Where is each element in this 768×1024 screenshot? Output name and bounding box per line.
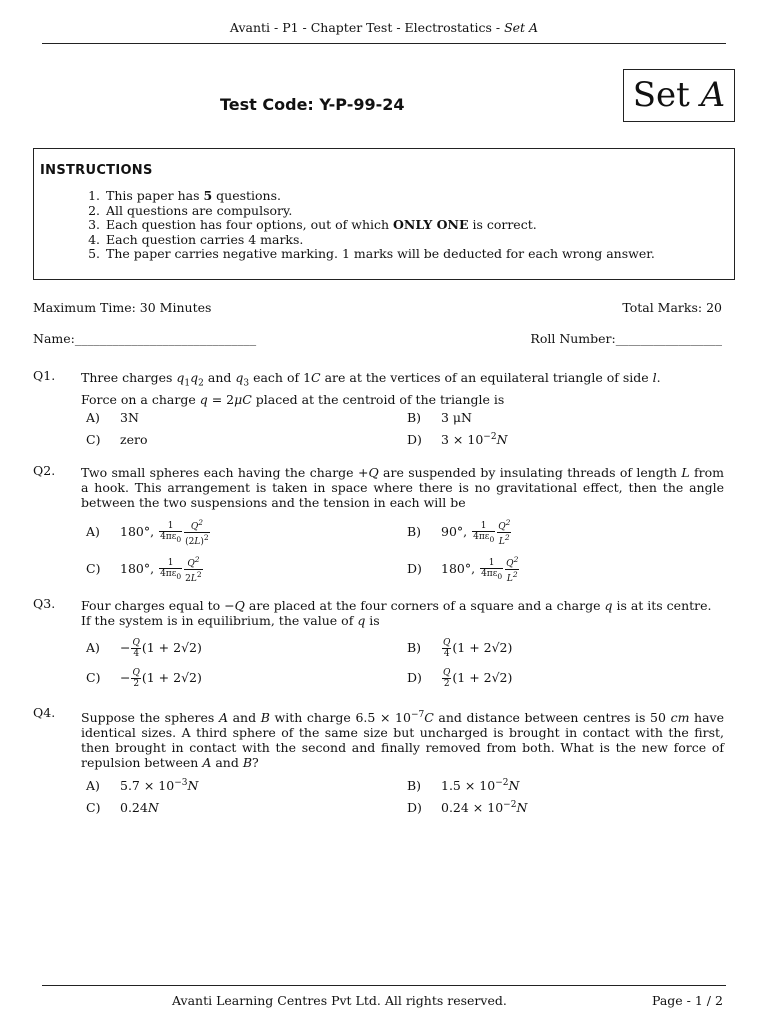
instruction-item: 3. Each question has four options, out of which ONLY ONE is correct. — [88, 217, 537, 233]
instructions-title: INSTRUCTIONS — [40, 163, 153, 178]
option-c[interactable]: C) zero — [86, 432, 148, 447]
option-d[interactable]: D) $0.24 \times 10^{-2}N$ — [407, 800, 528, 816]
option-b[interactable]: B) $\frac{Q}{4}$ (1 + 2√2) — [407, 638, 513, 659]
question-text: Four charges equal to −Q are placed at the four corners of a square and a charge q is at its centre. If the system is in equilibrium, the value of q is — [81, 598, 712, 628]
option-c[interactable]: C) − $\frac{Q}{2}$ (1 + 2√2) — [86, 668, 202, 689]
option-a[interactable]: A) 3N — [86, 410, 139, 425]
set-box: Set A — [623, 69, 735, 122]
question-number: Q3. — [33, 596, 56, 611]
footer-rule — [42, 985, 726, 986]
instruction-item: 1. This paper has 5 questions. — [88, 188, 281, 203]
question-number: Q1. — [33, 368, 56, 383]
instruction-item: 4. Each question carries 4 marks. — [88, 231, 304, 247]
page-number: Page - 1 / 2 — [652, 993, 723, 1008]
option-b[interactable]: B) $1.5 \times 10^{-2}N$ — [407, 778, 520, 794]
question-number: Q2. — [33, 463, 56, 478]
instruction-item: 5. The paper carries negative marking. 1 marks will be deducted for each wrong answer. — [88, 246, 655, 262]
running-header: Avanti - P1 - Chapter Test - Electrostatics - Set A — [229, 20, 539, 35]
max-time: Maximum Time: 30 Minutes — [33, 300, 212, 315]
question-number: Q4. — [33, 705, 56, 720]
name-field[interactable]: Name:_____________________________ — [33, 331, 257, 346]
header-rule — [42, 43, 726, 44]
question-text: Two small spheres each having the charge +Q are suspended by insulating threads of length L from a hook. This arrangement is taken in space where there is no gravitational effect, then the angle between the two suspensions and the tension in each will be — [81, 465, 724, 510]
option-c[interactable]: C) 0.24N — [86, 800, 159, 815]
total-marks: Total Marks: 20 — [622, 300, 722, 315]
option-d[interactable]: D) $3 \times 10^{-2}N$ — [407, 432, 508, 448]
option-a[interactable]: A) 180°, $\frac{1}{4\pi\varepsilon_0}$ $\frac{Q^2}{(2L)^2}$ — [86, 518, 209, 547]
test-code: Test Code: Y-P-99-24 — [220, 95, 405, 114]
instructions-box — [33, 148, 735, 280]
option-d[interactable]: D) $\frac{Q}{2}$ (1 + 2√2) — [407, 668, 513, 689]
option-c[interactable]: C) 180°, $\frac{1}{4\pi\varepsilon_0}$ $\frac{Q^2}{2L^2}$ — [86, 555, 202, 584]
roll-number-field[interactable]: Roll Number:_________________ — [530, 331, 722, 346]
option-a[interactable]: A) $5.7 \times 10^{-3}N$ — [86, 778, 199, 794]
option-d[interactable]: D) 180°, $\frac{1}{4\pi\varepsilon_0}$ $\frac{Q^2}{L^2}$ — [407, 555, 519, 584]
option-b[interactable]: B) 90°, $\frac{1}{4\pi\varepsilon_0}$ $\frac{Q^2}{L^2}$ — [407, 518, 511, 547]
instructions-list — [80, 189, 655, 262]
question-text: Three charges $q_1q_2$ and $q_3$ each of 1C are at the vertices of an equilateral triangle of side l. Force on a charge q = 2μC placed at the centroid of the triangle is — [81, 370, 661, 407]
instruction-item: 2. All questions are compulsory. — [88, 202, 293, 218]
option-a[interactable]: A) − $\frac{Q}{4}$ (1 + 2√2) — [86, 638, 202, 659]
footer-copyright: Avanti Learning Centres Pvt Ltd. All rights reserved. — [172, 993, 507, 1008]
question-text: Suppose the spheres A and B with charge $6.5 \times 10^{-7}C$ and distance between centres is 50 cm have identical sizes. A third sphere of the same size but uncharged is brought in contact with the first, then brought in contact with the second and finally removed from both. What is the new force of repulsion between A and B? — [81, 710, 725, 771]
option-b[interactable]: B) 3 μN — [407, 410, 472, 425]
